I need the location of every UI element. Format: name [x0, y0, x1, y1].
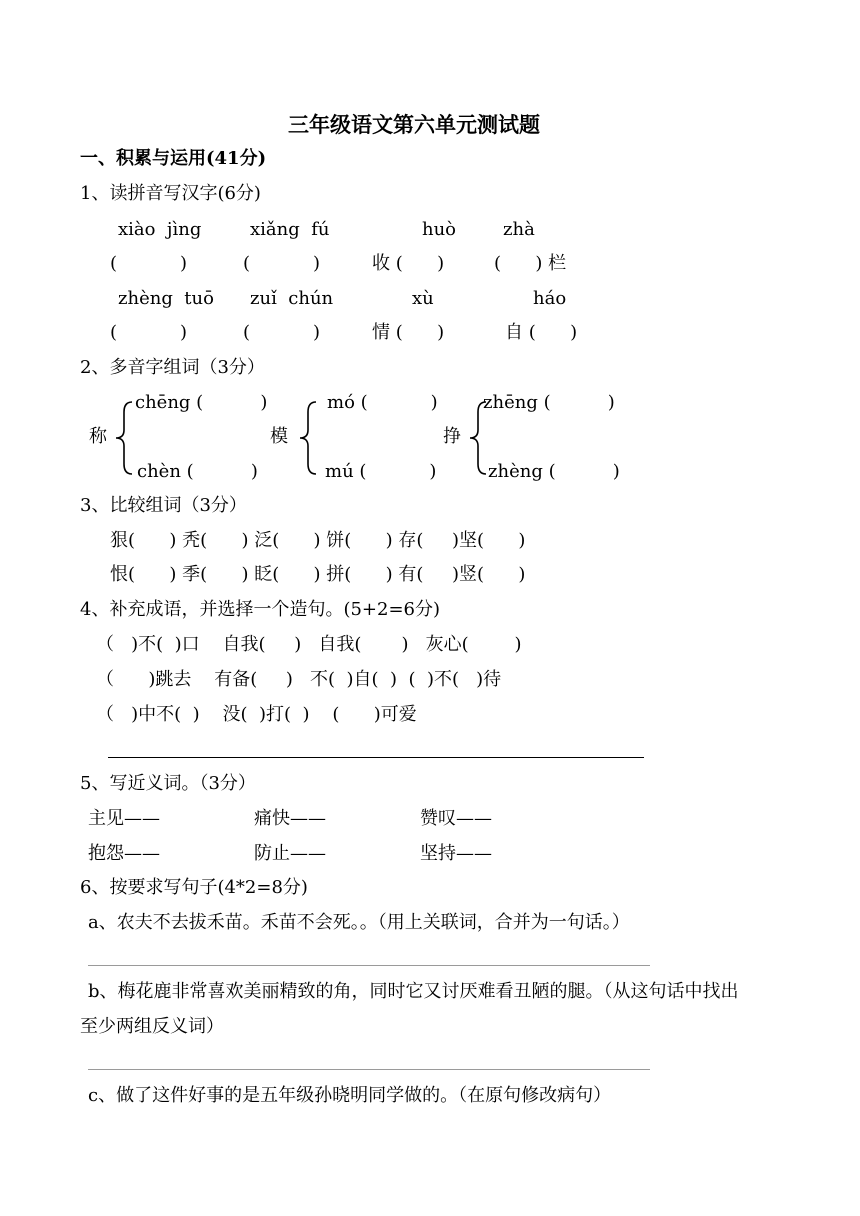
polyphone-reading[interactable]: mó ( ): [327, 392, 438, 413]
synonym-item[interactable]: 赞叹——: [420, 808, 492, 829]
polyphone-reading[interactable]: zhēng ( ): [483, 392, 615, 413]
idiom-row[interactable]: （ )不( )口 自我( ) 自我( ) 灰心( ): [96, 634, 522, 655]
pinyin-prompt: zhèng tuō: [118, 288, 214, 309]
question-6-heading: 6、按要求写句子(4*2=8分): [80, 877, 308, 898]
compare-row[interactable]: 狠( ) 秃( ) 泛( ) 饼( ) 存( )坚( ): [110, 530, 526, 551]
sentence-task-a: a、农夫不去拔禾苗。禾苗不会死。。（用上关联词，合并为一句话。）: [88, 912, 630, 933]
question-3-heading: 3、比较组词（3分）: [80, 495, 247, 516]
brace-icon: [112, 400, 134, 476]
polyphone-reading[interactable]: chèn ( ): [137, 461, 258, 482]
synonym-item[interactable]: 防止——: [254, 843, 326, 864]
compare-row[interactable]: 恨( ) 季( ) 眨( ) 拼( ) 有( )竖( ): [110, 564, 526, 585]
synonym-item[interactable]: 主见——: [88, 808, 160, 829]
answer-line[interactable]: [108, 757, 644, 758]
answer-blank[interactable]: ( ): [110, 322, 187, 343]
answer-blank[interactable]: ( ): [243, 322, 320, 343]
polyphone-reading[interactable]: mú ( ): [325, 461, 437, 482]
pinyin-prompt: háo: [533, 288, 567, 309]
question-2-heading: 2、多音字组词（3分）: [80, 357, 265, 378]
synonym-item[interactable]: 抱怨——: [88, 843, 160, 864]
pinyin-prompt: zuǐ chún: [250, 288, 334, 309]
brace-icon: [296, 400, 318, 476]
pinyin-prompt: xiǎng fú: [250, 219, 330, 240]
question-5-heading: 5、写近义词。（3分）: [80, 773, 256, 794]
idiom-row[interactable]: （ )中不( ) 没( )打( ) ( )可爱: [96, 704, 417, 725]
answer-blank[interactable]: 情 ( ): [372, 322, 445, 343]
answer-line[interactable]: [88, 1069, 650, 1070]
answer-blank[interactable]: 自 ( ): [505, 322, 578, 343]
idiom-row[interactable]: （ )跳去 有备( ) 不( )自( ) ( )不( )待: [96, 669, 502, 690]
polyphone-char: 模: [270, 426, 288, 447]
pinyin-prompt: huò: [422, 219, 457, 240]
pinyin-prompt: xù: [412, 288, 434, 309]
answer-line[interactable]: [88, 965, 650, 966]
polyphone-reading[interactable]: zhèng ( ): [488, 461, 620, 482]
section-heading: 一、积累与运用(41分): [80, 148, 267, 169]
answer-blank[interactable]: ( ) 栏: [494, 253, 567, 274]
pinyin-prompt: zhà: [503, 219, 535, 240]
question-1-heading: 1、读拼音写汉字(6分): [80, 183, 261, 204]
answer-blank[interactable]: 收 ( ): [372, 253, 445, 274]
answer-blank[interactable]: ( ): [243, 253, 320, 274]
polyphone-char: 挣: [443, 426, 461, 447]
question-4-heading: 4、补充成语，并选择一个造句。(5+2=6分): [80, 599, 441, 620]
polyphone-char: 称: [89, 426, 107, 447]
pinyin-prompt: xiào jìng: [118, 219, 202, 240]
polyphone-reading[interactable]: chēng ( ): [135, 392, 268, 413]
sentence-task-b: b、梅花鹿非常喜欢美丽精致的角，同时它又讨厌难看丑陋的腿。（从这句话中找出: [88, 981, 739, 1002]
synonym-item[interactable]: 痛快——: [254, 808, 326, 829]
page-title: 三年级语文第六单元测试题: [288, 112, 540, 137]
sentence-task-b-cont: 至少两组反义词）: [80, 1016, 224, 1037]
synonym-item[interactable]: 坚持——: [420, 843, 492, 864]
sentence-task-c: c、做了这件好事的是五年级孙晓明同学做的。（在原句修改病句）: [88, 1085, 612, 1106]
answer-blank[interactable]: ( ): [110, 253, 187, 274]
